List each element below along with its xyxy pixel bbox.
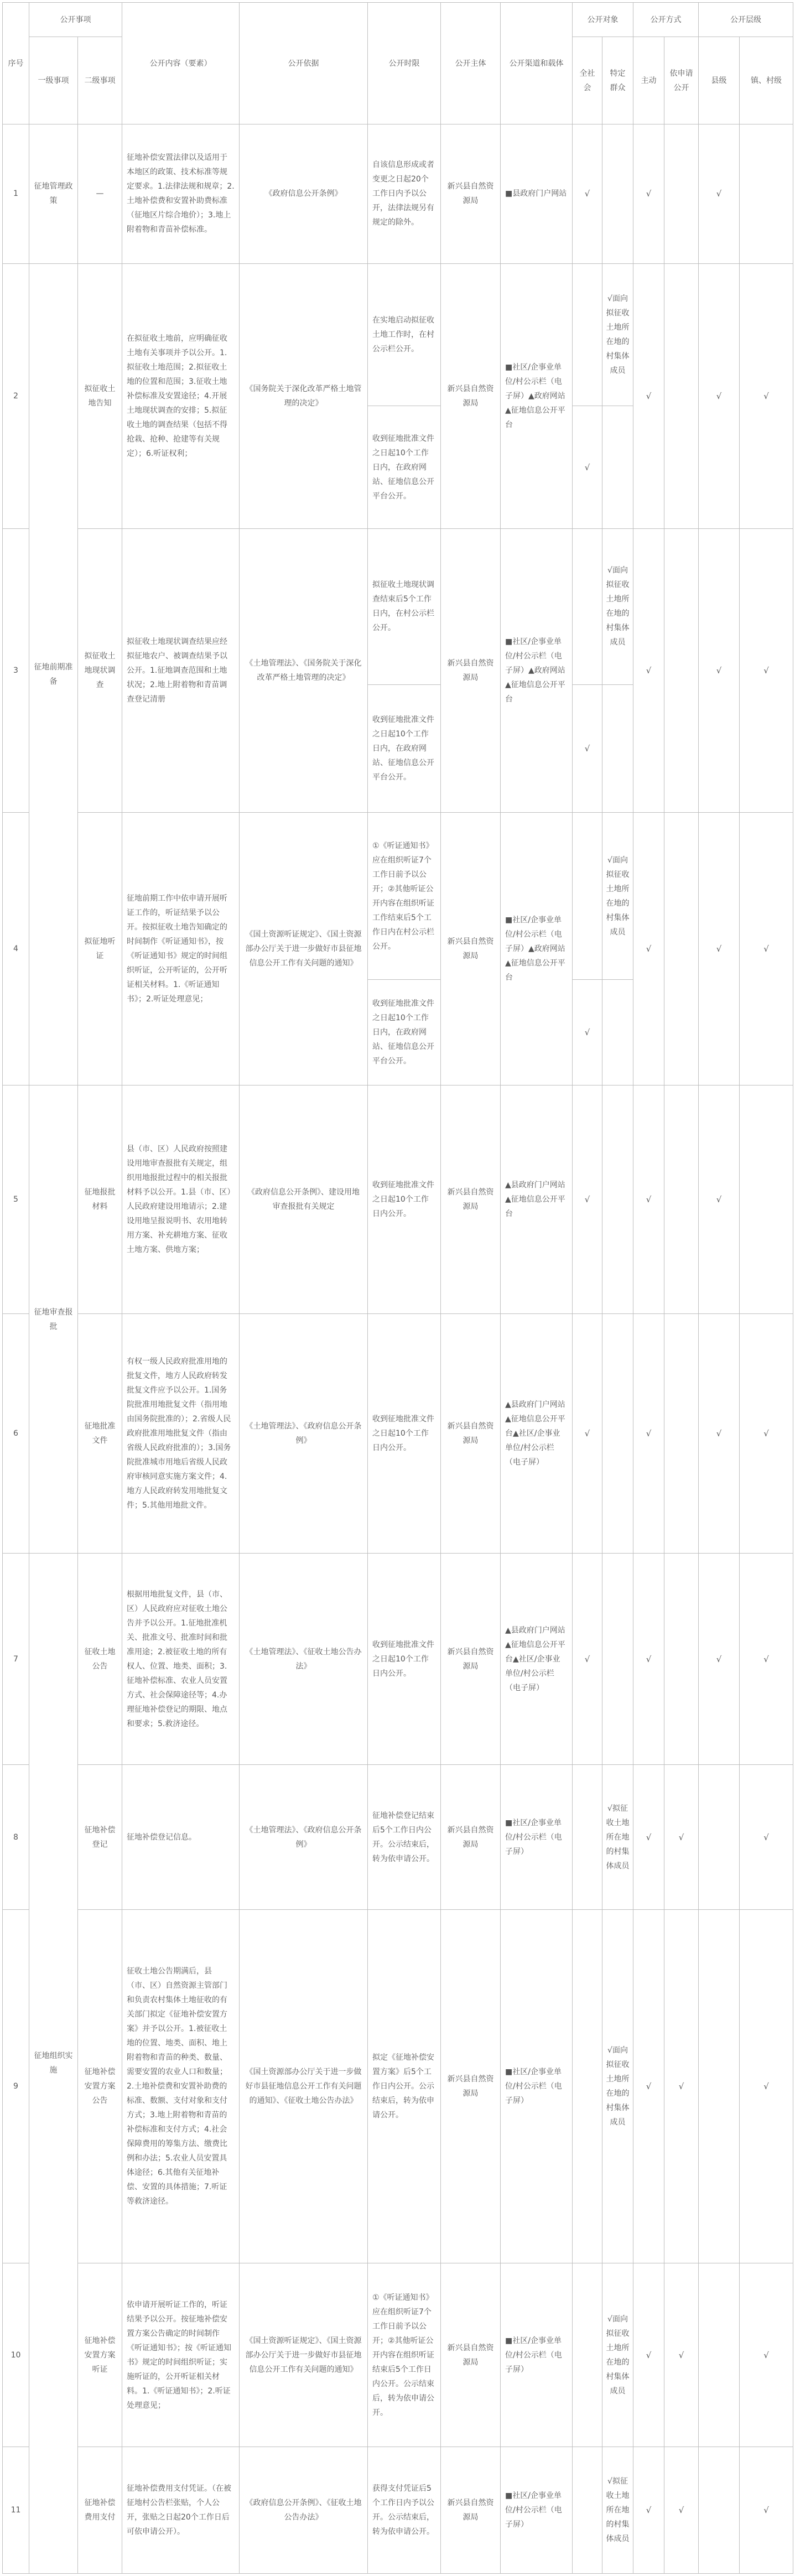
table-row — [3, 1086, 793, 1314]
row-channel: ■社区/企事业单位/村公示栏（电子屏） — [501, 2447, 573, 2574]
row-basis: 《国土资源听证规定》、《国土资源部办公厅关于进一步做好市县征地信息公开工作有关问题的通知》 — [240, 2263, 368, 2447]
row-level2: 拟征收土地现状调查 — [78, 528, 122, 812]
disclosure-table — [2, 2, 793, 2574]
row-content: 征地补偿费用支付凭证。（在被征地村公告栏张贴，个人公开，张贴之日起20个工作日后可依申请公开）。 — [122, 2447, 240, 2574]
row-subject: 新兴县自然资源局 — [441, 2447, 501, 2574]
row-specific-group: √面向拟征收土地所在地的村集体成员 — [602, 528, 633, 684]
row-timing: 收到征地批准文件之日起10个工作日内公开。 — [368, 1314, 441, 1554]
header-county: 县级 — [699, 37, 740, 124]
row-timing: ①《听证通知书》应在组织听证7个工作日前予以公开；②其他听证公开内容在组织听证结束后5个工作日内公开。公示结束后，转为依申请公开。 — [368, 2263, 441, 2447]
row-active: √ — [633, 1765, 664, 1910]
row-basis: 《政府信息公开条例》 — [240, 124, 368, 264]
row-active: √ — [633, 2263, 664, 2447]
table-row — [3, 528, 793, 684]
row-subject: 新兴县自然资源局 — [441, 528, 501, 812]
row-seq: 4 — [3, 813, 29, 1086]
row-channel: ■社区/企事业单位/村公示栏（电子屏）▲政府网站▲征地信息公开平台 — [501, 813, 573, 1086]
row-channel: ▲县政府门户网站▲征地信息公开平台 — [501, 1086, 573, 1314]
header-method: 公开方式 — [633, 3, 699, 37]
row-all-society — [573, 2447, 602, 2574]
header-timing: 公开时限 — [368, 3, 441, 124]
row-level2: 征地补偿费用支付 — [78, 2447, 122, 2574]
row-seq: 10 — [3, 2263, 29, 2447]
row-subject: 新兴县自然资源局 — [441, 813, 501, 1086]
row-county: √ — [699, 263, 740, 528]
row-specific-group: √面向拟征收土地所在地的村集体成员 — [602, 263, 633, 406]
row-content: 征地前期工作中依申请开展听证工作的，听证结果予以公开。按拟征收土地告知确定的时间制作《听证通知书》，按《听证通知书》规定的时间组织听证，公开听证的，公开听证相关材料。1.《听证通知书》；2.听证处理意见； — [122, 813, 240, 1086]
header-level2: 二级事项 — [78, 37, 122, 124]
row-specific-group — [602, 1553, 633, 1765]
row-seq: 2 — [3, 263, 29, 528]
row-active: √ — [633, 263, 664, 528]
row-town-village: √ — [740, 1765, 793, 1910]
row-level2: 征地补偿登记 — [78, 1765, 122, 1910]
row-content: 征收土地公告期满后，县（市、区）自然资源主管部门和负责农村集体土地征收的有关部门拟定《征地补偿安置方案》并予以公开。1.被征收土地的位置、地类、面积、地上附着物和青苗的种类、数量、需要安置的农业人口和数量；2.土地补偿费和安置补助费的标准、数额、支付对象和支付方式；3.地上附着物和青苗的补偿标准和支付方式；4.社会保障费用的筹集方法、缴费比例和办法；5.农业人员安置具体途径；6.其他有关征地补偿、安置的具体措施；7.听证等救济途径。 — [122, 1910, 240, 2263]
row-specific-group: √面向拟征收土地所在地的村集体成员 — [602, 813, 633, 980]
row-specific-group: √面向拟征收土地所在地的村集体成员 — [602, 2263, 633, 2447]
row-specific-group — [602, 124, 633, 264]
table-body — [3, 124, 793, 2574]
row-timing: 自该信息形成或者变更之日起20个工作日内予以公开，法律法规另有规定的除外。 — [368, 124, 441, 264]
row-on-request — [664, 1314, 699, 1554]
row-subject: 新兴县自然资源局 — [441, 1086, 501, 1314]
row-level1: 征地管理政策 — [29, 124, 78, 264]
row-seq: 9 — [3, 1910, 29, 2263]
row-active: √ — [633, 813, 664, 1086]
header-level1: 一级事项 — [29, 37, 78, 124]
row-basis: 《政府信息公开条例》、建设用地审查报批有关规定 — [240, 1086, 368, 1314]
row-active: √ — [633, 124, 664, 264]
table-row — [3, 263, 793, 406]
row-all-society — [573, 1765, 602, 1910]
row-county: √ — [699, 1553, 740, 1765]
header-specific-group: 特定群众 — [602, 37, 633, 124]
row-county: √ — [699, 1314, 740, 1554]
row-on-request — [664, 1553, 699, 1765]
row-timing: 收到征地批准文件之日起10个工作日内公开。 — [368, 1086, 441, 1314]
row-channel: ■社区/企事业单位/村公示栏（电子屏） — [501, 1765, 573, 1910]
table-row — [3, 2447, 793, 2574]
row-level1: 征地组织实施 — [29, 1553, 78, 2573]
row-specific-group — [602, 684, 633, 813]
row-on-request: √ — [664, 1910, 699, 2263]
row-on-request: √ — [664, 2263, 699, 2447]
table-row — [3, 1765, 793, 1910]
row-level2: 拟征收土地告知 — [78, 263, 122, 528]
table-row — [3, 2263, 793, 2447]
row-content: 有权一级人民政府批准用地的批复文件，地方人民政府转发批复文件应予以公开。1.国务院批准用地批复文件（指用地由国务院批准的）；2.省级人民政府批准用地批复文件（指由省级人民政府批准的）；3.国务院批准城市用地后省级人民政府审核同意实施方案文件；4.地方人民政府转发用地批复文件；5.其他用地批文件。 — [122, 1314, 240, 1554]
row-all-society: √ — [573, 406, 602, 528]
row-town-village: √ — [740, 2447, 793, 2574]
row-on-request — [664, 528, 699, 812]
row-channel: ■县政府门户网站 — [501, 124, 573, 264]
row-content: 县（市、区）人民政府按照建设用地审查报批有关规定，组织用地报批过程中的相关报批材料予以公开。1.县（市、区）人民政府建设用地请示；2.建设用地呈报说明书、农用地转用方案、补充耕地方案、征收土地方案、供地方案； — [122, 1086, 240, 1314]
row-timing-village: ①《听证通知书》应在组织听证7个工作日前予以公开；②其他听证公开内容在组织听证工作结束后5个工作日内在村公示栏公开。 — [368, 813, 441, 980]
row-county — [699, 2263, 740, 2447]
row-on-request — [664, 1086, 699, 1314]
row-all-society — [573, 1910, 602, 2263]
table-row — [3, 1910, 793, 2263]
row-level2: 拟征地听证 — [78, 813, 122, 1086]
row-town-village: √ — [740, 1910, 793, 2263]
row-specific-group: √拟征收土地所在地的村集体成员 — [602, 2447, 633, 2574]
row-content: 征地补偿登记信息。 — [122, 1765, 240, 1910]
row-subject: 新兴县自然资源局 — [441, 1910, 501, 2263]
row-all-society: √ — [573, 980, 602, 1086]
row-on-request — [664, 263, 699, 528]
row-active: √ — [633, 1086, 664, 1314]
row-level2: 征地补偿安置方案公告 — [78, 1910, 122, 2263]
header-content: 公开内容（要素） — [122, 3, 240, 124]
row-all-society: √ — [573, 1086, 602, 1314]
header-channel: 公开渠道和载体 — [501, 3, 573, 124]
row-county — [699, 1910, 740, 2263]
disclosure-table-wrapper — [2, 2, 793, 2574]
row-level2: 征地批准文件 — [78, 1314, 122, 1554]
row-level1: 征地审查报批 — [29, 1086, 78, 1554]
row-seq: 6 — [3, 1314, 29, 1554]
row-town-village — [740, 1086, 793, 1314]
row-specific-group: √面向拟征收土地所在地的村集体成员 — [602, 1910, 633, 2263]
row-basis: 《土地管理法》、《国务院关于深化改革严格土地管理的决定》 — [240, 528, 368, 812]
row-town-village: √ — [740, 528, 793, 812]
row-content: 依申请开展听证工作的，听证结果予以公开。按征地补偿安置方案公告确定的时间制作《听证通知书》；按《听证通知书》规定的时间组织听证；实施听证的，公开听证相关材料。1.《听证通知书》；2.听证处理意见； — [122, 2263, 240, 2447]
row-channel: ■社区/企事业单位/村公示栏（电子屏） — [501, 1910, 573, 2263]
row-level2: 征收土地公告 — [78, 1553, 122, 1765]
row-county: √ — [699, 1086, 740, 1314]
header-all-society: 全社会 — [573, 37, 602, 124]
row-timing-village: 拟征收土地现状调查结束后5个工作日内，在村公示栏公开。 — [368, 528, 441, 684]
row-county — [699, 1765, 740, 1910]
header-items: 公开事项 — [29, 3, 122, 37]
header-basis: 公开依据 — [240, 3, 368, 124]
row-seq: 11 — [3, 2447, 29, 2574]
row-channel: ▲县政府门户网站▲征地信息公开平台▲社区/企事业单位/村公示栏（电子屏） — [501, 1553, 573, 1765]
row-level2: — — [78, 124, 122, 264]
row-specific-group — [602, 1086, 633, 1314]
row-town-village: √ — [740, 813, 793, 1086]
row-specific-group — [602, 1314, 633, 1554]
row-county: √ — [699, 813, 740, 1086]
row-county: √ — [699, 124, 740, 264]
row-level2: 征地报批材料 — [78, 1086, 122, 1314]
row-basis: 《政府信息公开条例》、《征收土地公告办法》 — [240, 2447, 368, 2574]
row-all-society — [573, 2263, 602, 2447]
row-subject: 新兴县自然资源局 — [441, 1314, 501, 1554]
header-seq: 序号 — [3, 3, 29, 124]
row-active: √ — [633, 1314, 664, 1554]
row-content: 在拟征收土地前，应明确征收土地有关事项并予以公开。1.拟征收土地范围；2.拟征收土地的位置和范围；3.征收土地补偿标准及安置途径；4.开展土地现状调查的安排；5.拟征收土地的调查结果（包括不得抢栽、抢种、抢建等有关规定）；6.听证权利； — [122, 263, 240, 528]
header-active: 主动 — [633, 37, 664, 124]
table-row — [3, 813, 793, 980]
row-on-request: √ — [664, 1765, 699, 1910]
row-town-village: √ — [740, 1314, 793, 1554]
row-content: 拟征收土地现状调查结果应经拟征地农户、被调查结果予以公开。1.征地调查范围和土地状况；2.地上附着物和青苗调查登记清册 — [122, 528, 240, 812]
row-town-village: √ — [740, 263, 793, 528]
row-all-society: √ — [573, 1553, 602, 1765]
row-all-society — [573, 813, 602, 980]
row-town-village: √ — [740, 1553, 793, 1765]
row-level2: 征地补偿安置方案听证 — [78, 2263, 122, 2447]
row-basis: 《国土资源听证规定》、《国土资源部办公厅关于进一步做好市县征地信息公开工作有关问题的通知》 — [240, 813, 368, 1086]
row-seq: 5 — [3, 1086, 29, 1314]
row-content: 根据用地批复文件，县（市、区）人民政府应对征收土地公告并予以公开。1.征地批准机关、批准文号、批准时间和批准用途；2.被征收土地的所有权人、位置、地类、面积；3.征地补偿标准、农业人员安置方式、社会保障途径等；4.办理征地补偿登记的期限、地点和要求；5.救济途径。 — [122, 1553, 240, 1765]
table-row — [3, 124, 793, 264]
row-specific-group: √拟征收土地所在地的村集体成员 — [602, 1765, 633, 1910]
row-all-society: √ — [573, 124, 602, 264]
header-subject: 公开主体 — [441, 3, 501, 124]
row-county — [699, 2447, 740, 2574]
row-subject: 新兴县自然资源局 — [441, 2263, 501, 2447]
row-timing-online: 收到征地批准文件之日起10个工作日内，在政府网站、征地信息公开平台公开。 — [368, 980, 441, 1086]
table-row — [3, 1314, 793, 1554]
row-timing-village: 在实地启动拟征收土地工作时，在村公示栏公开。 — [368, 263, 441, 406]
row-active: √ — [633, 1553, 664, 1765]
row-subject: 新兴县自然资源局 — [441, 124, 501, 264]
row-seq: 7 — [3, 1553, 29, 1765]
row-basis: 《土地管理法》、《政府信息公开条例》 — [240, 1765, 368, 1910]
row-channel: ■社区/企事业单位/村公示栏（电子屏）▲政府网站▲征地信息公开平台 — [501, 528, 573, 812]
row-content: 征地补偿安置法律以及适用于本地区的政策、技术标准等规定要求。1.法律法规和规章；2.土地补偿费和安置补助费标准（征地区片综合地价）；3.地上附着物和青苗补偿标准。 — [122, 124, 240, 264]
row-level1: 征地前期准备 — [29, 263, 78, 1086]
row-specific-group — [602, 980, 633, 1086]
row-timing: 收到征地批准文件之日起10个工作日内公开。 — [368, 1553, 441, 1765]
row-basis: 《国土资源部办公厅关于进一步做好市县征地信息公开工作有关问题的通知》、《征收土地公告办法》 — [240, 1910, 368, 2263]
header-target: 公开对象 — [573, 3, 633, 37]
row-town-village — [740, 124, 793, 264]
row-all-society: √ — [573, 684, 602, 813]
row-all-society: √ — [573, 1314, 602, 1554]
row-basis: 《土地管理法》、《政府信息公开条例》 — [240, 1314, 368, 1554]
row-all-society — [573, 263, 602, 406]
row-all-society — [573, 528, 602, 684]
row-on-request — [664, 813, 699, 1086]
row-active: √ — [633, 528, 664, 812]
row-active: √ — [633, 2447, 664, 2574]
row-subject: 新兴县自然资源局 — [441, 1553, 501, 1765]
row-channel: ■社区/企事业单位/村公示栏（电子屏） — [501, 2263, 573, 2447]
header-town-village: 镇、村级 — [740, 37, 793, 124]
row-timing-online: 收到征地批准文件之日起10个工作日内，在政府网站、征地信息公开平台公开。 — [368, 406, 441, 528]
row-channel: ■社区/企事业单位/村公示栏（电子屏）▲政府网站▲征地信息公开平台 — [501, 263, 573, 528]
row-basis: 《土地管理法》、《征收土地公告办法》 — [240, 1553, 368, 1765]
row-on-request: √ — [664, 2447, 699, 2574]
row-on-request — [664, 124, 699, 264]
row-active: √ — [633, 1910, 664, 2263]
table-header — [3, 3, 793, 124]
row-specific-group — [602, 406, 633, 528]
row-timing: 征地补偿登记结束后5个工作日内公开。公示结束后，转为依申请公开。 — [368, 1765, 441, 1910]
row-seq: 3 — [3, 528, 29, 812]
header-on-request: 依申请公开 — [664, 37, 699, 124]
header-level: 公开层级 — [699, 3, 793, 37]
row-basis: 《国务院关于深化改革严格土地管理的决定》 — [240, 263, 368, 528]
row-timing: 获得支付凭证后5个工作日内予以公开。公示结束后，转为依申请公开。 — [368, 2447, 441, 2574]
table-row — [3, 1553, 793, 1765]
row-seq: 8 — [3, 1765, 29, 1910]
row-timing-online: 收到征地批准文件之日起10个工作日内，在政府网站、征地信息公开平台公开。 — [368, 684, 441, 813]
row-seq: 1 — [3, 124, 29, 264]
row-timing: 拟定《征地补偿安置方案》后5个工作日内公开。公示结束后，转为依申请公开。 — [368, 1910, 441, 2263]
row-county: √ — [699, 528, 740, 812]
row-town-village: √ — [740, 2263, 793, 2447]
row-subject: 新兴县自然资源局 — [441, 263, 501, 528]
row-channel: ▲县政府门户网站▲征地信息公开平台▲社区/企事业单位/村公示栏（电子屏） — [501, 1314, 573, 1554]
row-subject: 新兴县自然资源局 — [441, 1765, 501, 1910]
